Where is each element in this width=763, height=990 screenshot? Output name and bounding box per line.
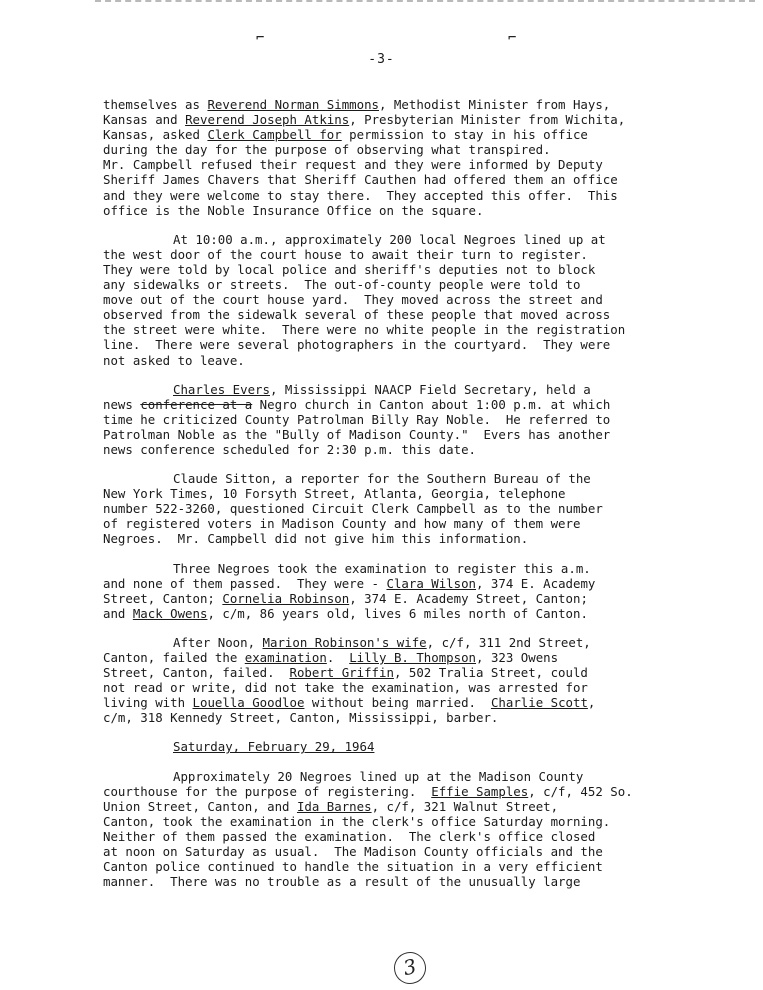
paragraph-three-negroes bbox=[103, 561, 743, 621]
text: without being married. bbox=[304, 695, 491, 711]
text: , 374 E. Academy Street, Canton; and bbox=[103, 590, 588, 621]
text: , Methodist Minister from Hays, Kansas and bbox=[103, 97, 611, 128]
paragraph-saturday bbox=[103, 769, 743, 890]
text: , c/m, 86 years old, lives 6 miles north of Canton. bbox=[207, 605, 588, 621]
text: , 323 Owens Street, Canton, failed. bbox=[103, 650, 559, 681]
body-text bbox=[103, 97, 743, 903]
underlined-name: Louella Goodloe bbox=[192, 695, 305, 711]
circled-page-number: 3 bbox=[391, 949, 429, 987]
text: Approximately 20 Negroes lined up at the Madison County courthouse for the purpose of registering. bbox=[103, 768, 584, 799]
text: , c/f, 321 Walnut Street, Canton, took the examination in the clerk's office Saturday morning. Neither of them passed the examination. The clerk's office closed at noon on Saturday as usual. The Madison County officials and the Canton police continued to handle the situation in a very efficient manner. There was no trouble as a result of the unusually large bbox=[103, 798, 611, 890]
underlined-name: Clara Wilson bbox=[386, 575, 477, 591]
tick-mark-left: ⌐ bbox=[256, 30, 265, 46]
underlined-name: Marion Robinson's wife bbox=[262, 634, 427, 650]
paragraph-line-up: At 10:00 a.m., approximately 200 local Negroes lined up at the west door of the court house to await their turn to register. They were told by local police and sheriff's deputies not to block any sidewalks or streets. The out-of-county people were told to move out of the court house yard. They moved across the street and observed from the sidewalk several of these people that moved across the street were white. There were no white people in the registration line. There were several photographers in the courtyard. They were not asked to leave. bbox=[103, 231, 626, 368]
text: Three Negroes took the examination to register this a.m. and none of them passed. They were - bbox=[103, 560, 591, 591]
underlined-name: Reverend Joseph Atkins bbox=[185, 112, 350, 128]
underlined-name: Lilly B. Thompson bbox=[349, 650, 477, 665]
date-heading: Saturday, February 29, 1964 bbox=[173, 739, 375, 755]
underlined-name: Clerk Campbell for bbox=[207, 127, 342, 143]
underlined-name: Charlie Scott bbox=[490, 695, 588, 711]
page-number: -3- bbox=[368, 52, 395, 67]
paragraph-after-noon bbox=[103, 635, 743, 726]
underlined-word: examination bbox=[244, 650, 327, 665]
text: , 374 E. Academy Street, Canton; bbox=[103, 575, 596, 606]
struck-text: conference at a bbox=[140, 396, 253, 412]
paragraph-sitton: Claude Sitton, a reporter for the Southern Bureau of the New York Times, 10 Forsyth Street, Atlanta, Georgia, telephone number 522-3260, questioned Circuit Clerk Campbell as to the number of registered voters in Madison County and how many of them were Negroes. Mr. Campbell did not give him this information. bbox=[103, 471, 603, 547]
text: , Presbyterian Minister from Wichita, Kansas, asked bbox=[103, 112, 626, 143]
text: Negro church in Canton about 1:00 p.m. at which time he criticized County Patrolman Billy Ray Noble. He referred to Patrolman Noble as the "Bully of Madison County." Evers has another news conference scheduled for 2:30 p.m. this date. bbox=[103, 396, 611, 457]
paragraph-evers bbox=[103, 382, 743, 457]
text: , c/f, 452 So. Union Street, Canton, and bbox=[103, 783, 633, 814]
top-edge-dashes bbox=[95, 0, 755, 6]
underlined-name: Reverend Norman Simmons bbox=[207, 97, 380, 112]
text: themselves as bbox=[103, 97, 208, 112]
underlined-name: Charles Evers bbox=[173, 381, 270, 397]
underlined-name: Robert Griffin bbox=[289, 665, 394, 681]
underlined-name: Effie Samples bbox=[431, 783, 529, 799]
text: permission to stay in his office during the day for the purpose of observing what transpired. Mr. Campbell refused their request and they were informed by Deputy Sheriff James Chavers that Sheriff Cauthen had offered them an office and they were welcome to stay there. They accepted this offer. This office is the Noble Insurance Office on the square. bbox=[103, 127, 618, 218]
tick-mark-right: ⌐ bbox=[508, 30, 517, 46]
text: , c/m, 318 Kennedy Street, Canton, Mississippi, barber. bbox=[103, 695, 596, 726]
text: , 502 Tralia Street, could not read or write, did not take the examination, was arrested for living with bbox=[103, 665, 588, 711]
text: . bbox=[326, 650, 350, 665]
text: , Mississippi NAACP Field Secretary, held a news bbox=[103, 381, 591, 412]
text: After Noon, bbox=[173, 634, 263, 650]
underlined-name: Ida Barnes bbox=[296, 798, 372, 814]
text: , c/f, 311 2nd Street, Canton, failed the bbox=[103, 634, 591, 665]
underlined-name: Mack Owens bbox=[132, 605, 208, 621]
underlined-name: Cornelia Robinson bbox=[222, 590, 350, 606]
paragraph-observers bbox=[103, 97, 743, 218]
